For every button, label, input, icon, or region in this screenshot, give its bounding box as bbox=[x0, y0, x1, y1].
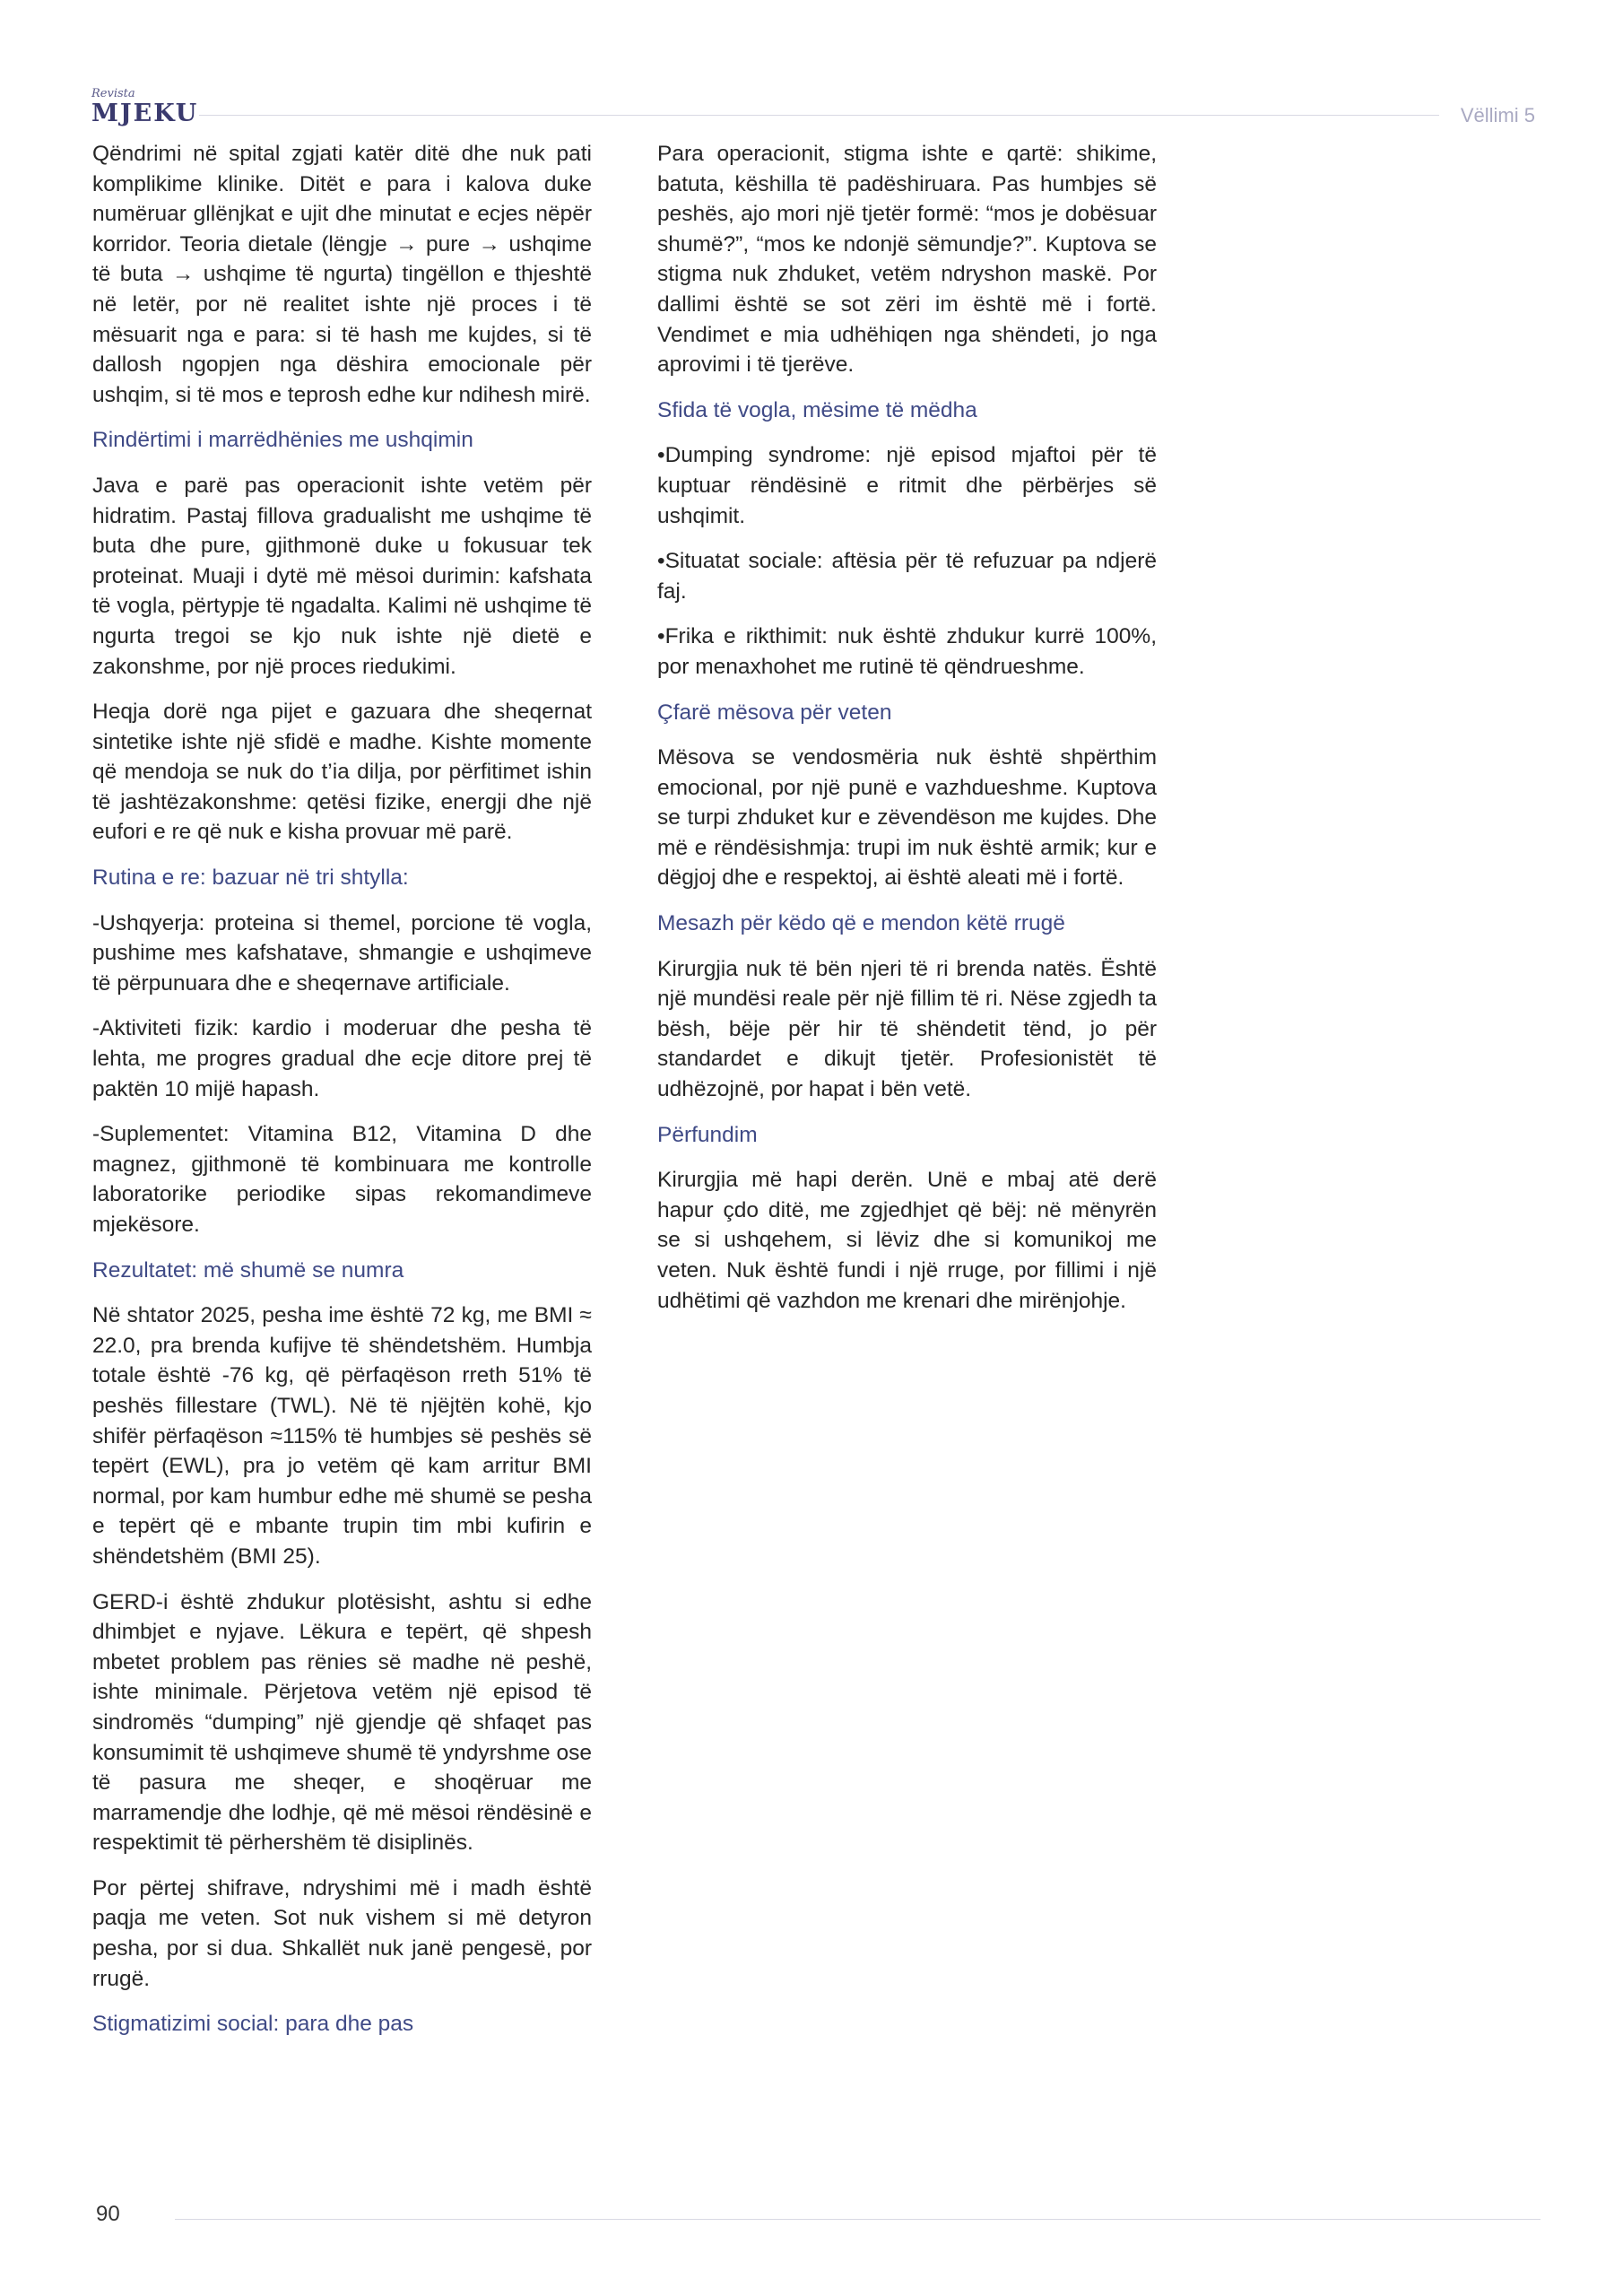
section-heading: Stigmatizimi social: para dhe pas bbox=[92, 2012, 414, 2037]
volume-label: Vëllimi 5 bbox=[1460, 104, 1535, 126]
left-column bbox=[92, 139, 592, 2055]
list-paragraph: •Situatat sociale: aftësia për të refuzuar pa ndjerë faj. bbox=[657, 549, 1157, 604]
list-paragraph: •Frika e rikthimit: nuk është zhdukur kurrë 100%, por menaxhohet me rutinë të qëndrueshme. bbox=[657, 624, 1157, 679]
list-paragraph: -Aktiviteti fizik: kardio i moderuar dhe pesha të lehta, me progres gradual dhe ecje ditore prej të paktën 10 mijë hapash. bbox=[92, 1016, 592, 1101]
section-heading: Çfarë mësova për veten bbox=[657, 700, 892, 725]
paragraph: Në shtator 2025, pesha ime është 72 kg, me BMI ≈ 22.0, pra brenda kufijve të shëndetshëm. Humbja totale është -76 kg, që përfaqëson rreth 51% të peshës fillestare (TWL). Në të njëjtën kohë, kjo shifër përfaqëson ≈115% të humbjes së peshës së tepërt (EWL), pra jo vetëm që kam arritur BMI normal, por kam humbur edhe më shumë se pesha e tepërt që e mbante trupin tim mbi kufirin e shëndetshëm (BMI 25). bbox=[92, 1303, 592, 1569]
footer-divider bbox=[175, 2219, 1541, 2220]
section-heading: Mesazh për këdo që e mendon këtë rrugë bbox=[657, 911, 1065, 936]
list-paragraph: -Suplementet: Vitamina B12, Vitamina D dhe magnez, gjithmonë të kombinuara me kontrolle laboratorike periodike sipas rekomandimeve mjekësore. bbox=[92, 1122, 592, 1237]
logo-subtitle: Revista bbox=[91, 87, 135, 100]
paragraph: Qëndrimi në spital zgjati katër ditë dhe nuk pati komplikime klinike. Ditët e para i kalova duke numëruar gllënjkat e ujit dhe minutat e ecjes nëpër korridor. Teoria dietale (lëngje → pure → ushqime të buta → ushqime të ngurta) tingëllon e thjeshtë në letër, por në realitet ishte një proces i të mësuarit nga e para: si të hash me kujdes, si të dallosh ngopjen nga dëshira emocionale për ushqim, si të mos e teprosh edhe kur ndihesh mirë. bbox=[92, 142, 592, 407]
paragraph: Heqja dorë nga pijet e gazuara dhe sheqernat sintetike ishte një sfidë e madhe. Kishte momente që mendoja se nuk do t’ia dilja, por përfitimet ishin të jashtëzakonshme: qetësi fizike, energji dhe një eufori e re që nuk e kisha provuar më parë. bbox=[92, 700, 592, 845]
section-heading: Rutina e re: bazuar në tri shtylla: bbox=[92, 865, 409, 891]
section-heading: Përfundim bbox=[657, 1122, 758, 1147]
section-heading: Sfida të vogla, mësime të mëdha bbox=[657, 397, 977, 422]
section-heading: Rezultatet: më shumë se numra bbox=[92, 1257, 404, 1283]
paragraph: Kirurgjia nuk të bën njeri të ri brenda natës. Është një mundësi reale për një fillim të ri. Nëse zgjedh ta bësh, bëje për hir të shëndetit tënd, jo për standardet e dikujt tjetër. Profesionistët të udhëzojnë, por hapat i bën vetë. bbox=[657, 956, 1157, 1102]
logo-title: MJEKU bbox=[91, 100, 199, 127]
header-divider bbox=[199, 115, 1439, 116]
paragraph: Kirurgjia më hapi derën. Unë e mbaj atë derë hapur çdo ditë, me zgjedhjet që bëj: në mënyrën se si ushqehem, si lëviz dhe si komunikoj me veten. Nuk është fundi i një rruge, por fillimi i një udhëtimi që vazhdon me krenari dhe mirënjohje. bbox=[657, 1168, 1157, 1313]
paragraph: Por përtej shifrave, ndryshimi më i madh është paqja me veten. Sot nuk vishem si më detyron pesha, por si dua. Shkallët nuk janë pengesë, por rrugë. bbox=[92, 1875, 592, 1991]
list-paragraph: •Dumping syndrome: një episod mjaftoi për të kuptuar rëndësinë e ritmit dhe përbërjes së ushqimit. bbox=[657, 443, 1157, 528]
paragraph: Para operacionit, stigma ishte e qartë: shikime, batuta, këshilla të padëshiruara. Pas humbjes së peshës, ajo mori një tjetër formë: “mos je dobësuar shumë?”, “mos ke ndonjë sëmundje?”. Kuptova se stigma nuk zhduket, vetëm ndryshon maskë. Por dallimi është se sot zëri im është më i fortë. Vendimet e mia udhëhiqen nga shëndeti, jo nga aprovimi i të tjerëve. bbox=[657, 142, 1157, 378]
paragraph: Java e parë pas operacionit ishte vetëm për hidratim. Pastaj fillova gradualisht me ushqime të buta dhe pure, gjithmonë duke u fokusuar tek proteinat. Muaji i dytë më mësoi durimin: kafshata të vogla, përtypje të ngadalta. Kalimi në ushqime të ngurta tregoi se kjo nuk ishte një dietë e zakonshme, por një proces riedukimi. bbox=[92, 473, 592, 679]
paragraph: Mësova se vendosmëria nuk është shpërthim emocional, por një punë e vazhdueshme. Kuptova se turpi zhduket kur e zëvendëson me kujdes. Dhe më e rëndësishmja: trupi im nuk është armik; kur e dëgjoj dhe e respektoj, ai është aleati më i fortë. bbox=[657, 745, 1157, 891]
paragraph: GERD-i është zhdukur plotësisht, ashtu si edhe dhimbjet e nyjave. Lëkura e tepërt, që shpesh mbetet problem pas rënies së madhe në peshë, ishte minimale. Përjetova vetëm një episod të sindromës “dumping” një gjendje që shfaqet pas konsumimit të ushqimeve shumë të yndyrshme ose të pasura me sheqer, e shoqëruar me marramendje dhe lodhje, që më mësoi rëndësinë e respektimit të përhershëm të disiplinës. bbox=[92, 1589, 592, 1856]
section-heading: Rindërtimi i marrëdhënies me ushqimin bbox=[92, 428, 473, 453]
journal-logo bbox=[91, 88, 198, 126]
page-number: 90 bbox=[96, 2202, 120, 2226]
list-paragraph: -Ushqyerja: proteina si themel, porcione të vogla, pushime mes kafshatave, shmangie e ushqimeve të përpunuara dhe e sheqernave artificiale. bbox=[92, 910, 592, 996]
right-column bbox=[657, 139, 1157, 1331]
